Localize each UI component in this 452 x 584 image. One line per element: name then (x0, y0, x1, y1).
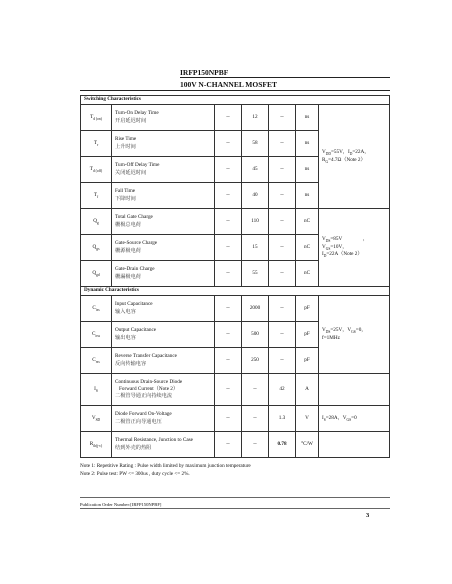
parameter-cell: Input Capacitance 输入电容 (112, 296, 215, 322)
unit-cell: °C/W (296, 432, 319, 458)
typ-cell: 40 (242, 183, 269, 209)
symbol-cell: $Q_{gd}$ (81, 261, 112, 287)
table-row (81, 296, 390, 322)
note-2: Note 2: Pulse test: PW <= 300us , duty cycle <= 2%. (80, 471, 190, 478)
min-cell: -- (215, 374, 242, 406)
min-cell: -- (215, 296, 242, 322)
typ-cell: 55 (242, 261, 269, 287)
unit-cell: A (296, 374, 319, 406)
footer-rule (80, 497, 390, 498)
symbol-cell: $C_{rss}$ (81, 348, 112, 374)
min-cell: -- (215, 209, 242, 235)
table-row (81, 209, 390, 235)
page-number: 3 (366, 512, 370, 519)
unit-cell: pF (296, 296, 319, 322)
typ-cell: 12 (242, 105, 269, 131)
typ-cell: 2000 (242, 296, 269, 322)
unit-cell: pF (296, 348, 319, 374)
typ-cell: -- (242, 432, 269, 458)
max-cell: -- (269, 348, 296, 374)
section-row (81, 287, 390, 296)
publication-order-number: Publication Order Number:[IRFP150NPBF] (80, 502, 162, 507)
unit-cell: V (296, 406, 319, 432)
max-cell: 42 (269, 374, 296, 406)
table-row (81, 374, 390, 406)
footer-rule-bottom (80, 508, 390, 509)
unit-cell: nC (296, 209, 319, 235)
typ-cell: 45 (242, 157, 269, 183)
header-rule (80, 90, 390, 91)
characteristics-table (80, 95, 390, 458)
condition-cell: $V_{DS}=85V$ ， $V_{GS}=10V$， $I_D=22A(Note$ 2） (319, 209, 390, 287)
max-cell: -- (269, 183, 296, 209)
parameter-cell: Output Capacitance 输出电容 (112, 322, 215, 348)
symbol-cell: $T_{d (off)}$ (81, 157, 112, 183)
min-cell: -- (215, 432, 242, 458)
symbol-cell: $R_{th(j-c)}$ (81, 432, 112, 458)
condition-cell: $V_{DS}=25V$，$V_{GS}=0$， f=1MHz (319, 296, 390, 374)
section-title-dynamic: Dynamic Characteristics (81, 287, 390, 296)
max-cell: -- (269, 131, 296, 157)
condition-cell: $V_{DD}=55V$，$I_D=22A$， $R_G=4.7\Omega(Note$ 2） (319, 105, 390, 209)
parameter-cell: Turn-On Delay Time 开启延迟时间 (112, 105, 215, 131)
symbol-cell: $T_f$ (81, 183, 112, 209)
unit-cell: nC (296, 235, 319, 261)
min-cell: -- (215, 183, 242, 209)
symbol-cell: $C_{oss}$ (81, 322, 112, 348)
max-cell: 0.78 (269, 432, 296, 458)
min-cell: -- (215, 322, 242, 348)
condition-cell: $I_S=28A$，$V_{GS}=0$ (319, 406, 390, 432)
symbol-cell: $T_r$ (81, 131, 112, 157)
min-cell: -- (215, 406, 242, 432)
symbol-cell: $T_{d (on)}$ (81, 105, 112, 131)
section-title-switching: Switching Characteristics (81, 96, 390, 105)
condition-cell (319, 432, 390, 458)
parameter-cell: Diode Forward On-Voltage 二极管正向导通电压 (112, 406, 215, 432)
table-row (81, 105, 390, 131)
parameter-cell: Rise Time 上升时间 (112, 131, 215, 157)
typ-cell: 15 (242, 235, 269, 261)
typ-cell: 250 (242, 348, 269, 374)
table-row (81, 432, 390, 458)
condition-cell (319, 374, 390, 406)
max-cell: -- (269, 105, 296, 131)
max-cell: 1.3 (269, 406, 296, 432)
document-subtitle: 100V N-CHANNEL MOSFET (180, 80, 277, 89)
symbol-cell: $Q_g$ (81, 209, 112, 235)
typ-cell: -- (242, 406, 269, 432)
max-cell: -- (269, 209, 296, 235)
symbol-cell: $C_{iss}$ (81, 296, 112, 322)
symbol-cell: $V_{SD}$ (81, 406, 112, 432)
section-row (81, 96, 390, 105)
typ-cell: -- (242, 374, 269, 406)
title-rule (180, 77, 390, 78)
min-cell: -- (215, 131, 242, 157)
parameter-cell: Reverse Transfer Capacitance 反向传输电容 (112, 348, 215, 374)
min-cell: -- (215, 348, 242, 374)
min-cell: -- (215, 261, 242, 287)
unit-cell: ns (296, 105, 319, 131)
min-cell: -- (215, 235, 242, 261)
max-cell: -- (269, 322, 296, 348)
max-cell: -- (269, 235, 296, 261)
notes (80, 462, 251, 478)
min-cell: -- (215, 105, 242, 131)
parameter-cell: Turn-Off Delay Time 关闭延迟时间 (112, 157, 215, 183)
parameter-cell: Gate-Drain Charge 栅漏极电荷 (112, 261, 215, 287)
typ-cell: 110 (242, 209, 269, 235)
min-cell: -- (215, 157, 242, 183)
symbol-cell: $I_S$ (81, 374, 112, 406)
max-cell: -- (269, 157, 296, 183)
unit-cell: ns (296, 157, 319, 183)
parameter-cell: Gate-Source Charge 栅源极电荷 (112, 235, 215, 261)
symbol-cell: $Q_{gs}$ (81, 235, 112, 261)
unit-cell: ns (296, 183, 319, 209)
note-1: Note 1: Repetitive Rating : Pulse width limited by maximum junction temperature (80, 463, 251, 469)
typ-cell: 500 (242, 322, 269, 348)
table-row (81, 406, 390, 432)
max-cell: -- (269, 261, 296, 287)
unit-cell: nC (296, 261, 319, 287)
typ-cell: 58 (242, 131, 269, 157)
part-number: IRFP150NPBF (180, 68, 229, 77)
unit-cell: ns (296, 131, 319, 157)
max-cell: -- (269, 296, 296, 322)
unit-cell: pF (296, 322, 319, 348)
parameter-cell: Total Gate Charge 栅极总电荷 (112, 209, 215, 235)
parameter-cell: Fall Time 下降时间 (112, 183, 215, 209)
parameter-cell: Continuous Drain-Source Diode Forward Current（Note 2） 二极管导通正向持续电流 (112, 374, 215, 406)
parameter-cell: Thermal Resistance, Junction to Case 结到外壳的热阻 (112, 432, 215, 458)
